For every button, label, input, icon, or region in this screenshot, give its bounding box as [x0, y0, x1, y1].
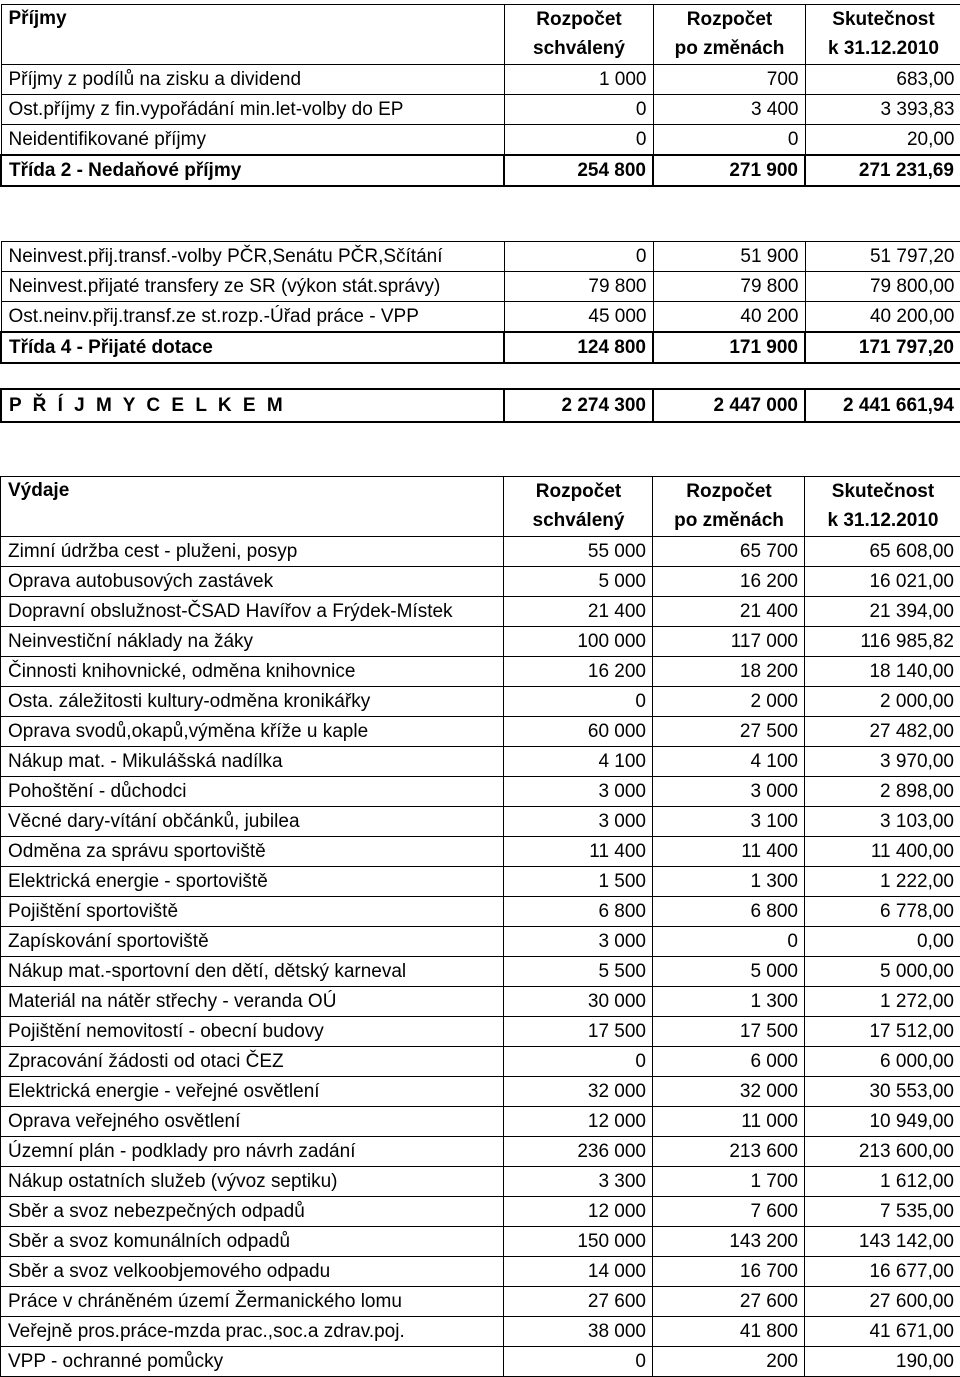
table-row — [1, 867, 960, 897]
table-row — [1, 272, 960, 302]
row-actual: 27 600,00 — [805, 1287, 960, 1317]
row-budget-revised: 1 300 — [653, 987, 805, 1017]
row-budget-revised: 6 000 — [653, 1047, 805, 1077]
row-actual: 6 000,00 — [805, 1047, 960, 1077]
row-budget-revised: 32 000 — [653, 1077, 805, 1107]
subtotal-label: Třída 2 - Nedaňové příjmy — [1, 155, 504, 186]
row-budget-revised: 700 — [653, 65, 805, 95]
row-budget-approved: 3 300 — [504, 1167, 653, 1197]
row-budget-approved: 55 000 — [504, 537, 653, 567]
row-label: Územní plán - podklady pro návrh zadání — [1, 1137, 504, 1167]
row-actual: 30 553,00 — [805, 1077, 960, 1107]
row-actual: 79 800,00 — [805, 272, 960, 302]
row-label: Sběr a svoz velkoobjemového odpadu — [1, 1257, 504, 1287]
row-budget-revised: 200 — [653, 1347, 805, 1377]
col-actual-l1: Skutečnost — [805, 5, 960, 35]
row-label: Veřejně pros.práce-mzda prac.,soc.a zdrav.poj. — [1, 1317, 504, 1347]
grand-total-row — [1, 389, 960, 422]
row-actual: 213 600,00 — [805, 1137, 960, 1167]
row-budget-approved: 0 — [504, 1047, 653, 1077]
table-row — [1, 125, 960, 156]
row-actual: 3 393,83 — [805, 95, 960, 125]
row-budget-approved: 12 000 — [504, 1197, 653, 1227]
row-label: Zapískování sportoviště — [1, 927, 504, 957]
table-row — [1, 1197, 960, 1227]
row-budget-revised: 40 200 — [653, 302, 805, 333]
col-budget-revised-l1: Rozpočet — [653, 477, 805, 507]
row-budget-approved: 3 000 — [504, 927, 653, 957]
row-label: Neinvestiční náklady na žáky — [1, 627, 504, 657]
row-label: Sběr a svoz komunálních odpadů — [1, 1227, 504, 1257]
table-row — [1, 927, 960, 957]
row-label: Zpracování žádosti od otaci ČEZ — [1, 1047, 504, 1077]
income-header-row — [1, 5, 960, 35]
income-section-b — [0, 241, 960, 364]
col-budget-revised-l1: Rozpočet — [653, 5, 805, 35]
table-row — [1, 1167, 960, 1197]
row-actual: 143 142,00 — [805, 1227, 960, 1257]
row-actual: 10 949,00 — [805, 1107, 960, 1137]
row-budget-revised: 11 400 — [653, 837, 805, 867]
row-budget-revised: 41 800 — [653, 1317, 805, 1347]
row-actual: 3 970,00 — [805, 747, 960, 777]
grand-total-label: P Ř Í J M Y C E L K E M — [1, 389, 504, 422]
subtotal-budget-approved: 254 800 — [504, 155, 653, 186]
row-budget-approved: 1 000 — [504, 65, 653, 95]
expenses-section — [0, 476, 960, 1377]
row-budget-approved: 150 000 — [504, 1227, 653, 1257]
row-actual: 18 140,00 — [805, 657, 960, 687]
row-budget-revised: 65 700 — [653, 537, 805, 567]
row-budget-approved: 0 — [504, 242, 653, 272]
row-label: Věcné dary-vítání občánků, jubilea — [1, 807, 504, 837]
table-row — [1, 657, 960, 687]
row-budget-approved: 236 000 — [504, 1137, 653, 1167]
row-budget-revised: 0 — [653, 125, 805, 156]
row-budget-approved: 0 — [504, 95, 653, 125]
row-actual: 65 608,00 — [805, 537, 960, 567]
row-budget-revised: 27 600 — [653, 1287, 805, 1317]
row-label: Oprava veřejného osvětlení — [1, 1107, 504, 1137]
row-budget-approved: 0 — [504, 1347, 653, 1377]
row-budget-revised: 117 000 — [653, 627, 805, 657]
row-label: Odměna za správu sportoviště — [1, 837, 504, 867]
subtotal-row-class-4 — [1, 332, 960, 363]
row-budget-approved: 27 600 — [504, 1287, 653, 1317]
col-actual-l1: Skutečnost — [805, 477, 960, 507]
income-grand-total — [0, 388, 960, 423]
row-label: Elektrická energie - sportoviště — [1, 867, 504, 897]
row-budget-approved: 21 400 — [504, 597, 653, 627]
row-actual: 40 200,00 — [805, 302, 960, 333]
row-label: Činnosti knihovnické, odměna knihovnice — [1, 657, 504, 687]
row-actual: 5 000,00 — [805, 957, 960, 987]
row-actual: 1 272,00 — [805, 987, 960, 1017]
table-row — [1, 777, 960, 807]
row-budget-approved: 30 000 — [504, 987, 653, 1017]
row-label: Elektrická energie - veřejné osvětlení — [1, 1077, 504, 1107]
row-budget-revised: 3 400 — [653, 95, 805, 125]
row-budget-approved: 3 000 — [504, 807, 653, 837]
row-budget-revised: 213 600 — [653, 1137, 805, 1167]
col-budget-approved-l2: schválený — [504, 35, 653, 65]
row-budget-revised: 21 400 — [653, 597, 805, 627]
subtotal-budget-revised: 171 900 — [653, 332, 805, 363]
table-row — [1, 1077, 960, 1107]
row-budget-revised: 1 700 — [653, 1167, 805, 1197]
row-label: Nákup mat.-sportovní den dětí, dětský karneval — [1, 957, 504, 987]
row-budget-approved: 5 500 — [504, 957, 653, 987]
row-budget-approved: 100 000 — [504, 627, 653, 657]
table-row — [1, 1347, 960, 1377]
row-actual: 0,00 — [805, 927, 960, 957]
row-budget-revised: 16 700 — [653, 1257, 805, 1287]
row-budget-revised: 2 000 — [653, 687, 805, 717]
table-row — [1, 537, 960, 567]
row-label: Osta. záležitosti kultury-odměna kronikářky — [1, 687, 504, 717]
row-label: Příjmy z podílů na zisku a dividend — [1, 65, 504, 95]
row-label: Práce v chráněném území Žermanického lomu — [1, 1287, 504, 1317]
row-label: Dopravní obslužnost-ČSAD Havířov a Frýdek-Místek — [1, 597, 504, 627]
row-label: Oprava svodů,okapů,výměna kříže u kaple — [1, 717, 504, 747]
row-budget-approved: 0 — [504, 125, 653, 156]
table-row — [1, 717, 960, 747]
row-actual: 683,00 — [805, 65, 960, 95]
row-budget-approved: 1 500 — [504, 867, 653, 897]
row-actual: 11 400,00 — [805, 837, 960, 867]
row-label: Neidentifikované příjmy — [1, 125, 504, 156]
row-budget-revised: 27 500 — [653, 717, 805, 747]
income-table-b — [0, 241, 960, 364]
row-label: Oprava autobusových zastávek — [1, 567, 504, 597]
row-actual: 116 985,82 — [805, 627, 960, 657]
table-row — [1, 1227, 960, 1257]
table-row — [1, 1317, 960, 1347]
subtotal-actual: 271 231,69 — [805, 155, 960, 186]
row-budget-revised: 16 200 — [653, 567, 805, 597]
expenses-title: Výdaje — [1, 477, 504, 507]
row-actual: 16 677,00 — [805, 1257, 960, 1287]
table-row — [1, 897, 960, 927]
row-actual: 41 671,00 — [805, 1317, 960, 1347]
row-label: Nákup mat. - Mikulášská nadílka — [1, 747, 504, 777]
row-budget-revised: 3 100 — [653, 807, 805, 837]
table-row — [1, 1137, 960, 1167]
row-actual: 51 797,20 — [805, 242, 960, 272]
col-budget-approved-l2: schválený — [504, 507, 653, 537]
table-row — [1, 597, 960, 627]
row-budget-revised: 3 000 — [653, 777, 805, 807]
row-budget-revised: 5 000 — [653, 957, 805, 987]
col-actual-l2: k 31.12.2010 — [805, 507, 960, 537]
row-budget-revised: 4 100 — [653, 747, 805, 777]
row-budget-revised: 79 800 — [653, 272, 805, 302]
row-actual: 21 394,00 — [805, 597, 960, 627]
table-row — [1, 987, 960, 1017]
expenses-table — [0, 476, 960, 1377]
table-row — [1, 837, 960, 867]
row-budget-approved: 45 000 — [504, 302, 653, 333]
row-budget-approved: 5 000 — [504, 567, 653, 597]
row-budget-approved: 79 800 — [504, 272, 653, 302]
table-row — [1, 957, 960, 987]
expenses-header-row-2 — [1, 507, 960, 537]
row-label: Pojištění nemovitostí - obecní budovy — [1, 1017, 504, 1047]
subtotal-row-class-2 — [1, 155, 960, 186]
income-title: Příjmy — [1, 5, 504, 35]
row-label: Pojištění sportoviště — [1, 897, 504, 927]
table-row — [1, 1257, 960, 1287]
col-budget-revised-l2: po změnách — [653, 507, 805, 537]
table-row — [1, 807, 960, 837]
row-label: Neinvest.přijaté transfery ze SR (výkon stát.správy) — [1, 272, 504, 302]
row-label: Nákup ostatních služeb (vývoz septiku) — [1, 1167, 504, 1197]
row-budget-revised: 7 600 — [653, 1197, 805, 1227]
col-budget-approved-l1: Rozpočet — [504, 5, 653, 35]
row-actual: 27 482,00 — [805, 717, 960, 747]
grand-total-table — [0, 388, 960, 423]
row-budget-approved: 16 200 — [504, 657, 653, 687]
row-actual: 1 612,00 — [805, 1167, 960, 1197]
row-label: Zimní údržba cest - pluženi, posyp — [1, 537, 504, 567]
row-label: Neinvest.přij.transf.-volby PČR,Senátu PČR,Sčítání — [1, 242, 504, 272]
table-row — [1, 1107, 960, 1137]
col-actual-l2: k 31.12.2010 — [805, 35, 960, 65]
row-budget-approved: 38 000 — [504, 1317, 653, 1347]
row-budget-revised: 18 200 — [653, 657, 805, 687]
row-label: Sběr a svoz nebezpečných odpadů — [1, 1197, 504, 1227]
table-row — [1, 1287, 960, 1317]
row-budget-revised: 143 200 — [653, 1227, 805, 1257]
row-budget-revised: 1 300 — [653, 867, 805, 897]
grand-total-actual: 2 441 661,94 — [805, 389, 960, 422]
subtotal-actual: 171 797,20 — [805, 332, 960, 363]
table-row — [1, 1017, 960, 1047]
col-budget-approved-l1: Rozpočet — [504, 477, 653, 507]
row-actual: 20,00 — [805, 125, 960, 156]
row-budget-approved: 14 000 — [504, 1257, 653, 1287]
expenses-header-row — [1, 477, 960, 507]
row-budget-approved: 32 000 — [504, 1077, 653, 1107]
row-budget-approved: 12 000 — [504, 1107, 653, 1137]
table-row — [1, 242, 960, 272]
table-row — [1, 1047, 960, 1077]
row-actual: 2 000,00 — [805, 687, 960, 717]
row-actual: 6 778,00 — [805, 897, 960, 927]
row-budget-revised: 17 500 — [653, 1017, 805, 1047]
subtotal-budget-approved: 124 800 — [504, 332, 653, 363]
row-budget-revised: 51 900 — [653, 242, 805, 272]
row-actual: 7 535,00 — [805, 1197, 960, 1227]
row-budget-revised: 6 800 — [653, 897, 805, 927]
row-actual: 1 222,00 — [805, 867, 960, 897]
row-actual: 190,00 — [805, 1347, 960, 1377]
row-budget-approved: 11 400 — [504, 837, 653, 867]
row-label: Materiál na nátěr střechy - veranda OÚ — [1, 987, 504, 1017]
row-budget-revised: 11 000 — [653, 1107, 805, 1137]
col-budget-revised-l2: po změnách — [653, 35, 805, 65]
income-section-a — [0, 4, 960, 187]
income-table-a — [0, 4, 960, 187]
row-label: VPP - ochranné pomůcky — [1, 1347, 504, 1377]
row-actual: 3 103,00 — [805, 807, 960, 837]
row-budget-approved: 60 000 — [504, 717, 653, 747]
row-label: Ost.příjmy z fin.vypořádání min.let-volby do EP — [1, 95, 504, 125]
row-budget-approved: 6 800 — [504, 897, 653, 927]
expenses-body — [1, 537, 960, 1377]
row-budget-approved: 17 500 — [504, 1017, 653, 1047]
table-row — [1, 65, 960, 95]
row-actual: 16 021,00 — [805, 567, 960, 597]
grand-total-budget-revised: 2 447 000 — [653, 389, 805, 422]
table-row — [1, 95, 960, 125]
row-label: Ost.neinv.přij.transf.ze st.rozp.-Úřad práce - VPP — [1, 302, 504, 333]
subtotal-label: Třída 4 - Přijaté dotace — [1, 332, 504, 363]
row-budget-approved: 0 — [504, 687, 653, 717]
subtotal-budget-revised: 271 900 — [653, 155, 805, 186]
row-budget-approved: 3 000 — [504, 777, 653, 807]
table-row — [1, 567, 960, 597]
row-label: Pohoštění - důchodci — [1, 777, 504, 807]
table-row — [1, 687, 960, 717]
row-actual: 2 898,00 — [805, 777, 960, 807]
table-row — [1, 747, 960, 777]
row-budget-approved: 4 100 — [504, 747, 653, 777]
grand-total-budget-approved: 2 274 300 — [504, 389, 653, 422]
row-budget-revised: 0 — [653, 927, 805, 957]
table-row — [1, 627, 960, 657]
income-header-row-2 — [1, 35, 960, 65]
row-actual: 17 512,00 — [805, 1017, 960, 1047]
table-row — [1, 302, 960, 333]
